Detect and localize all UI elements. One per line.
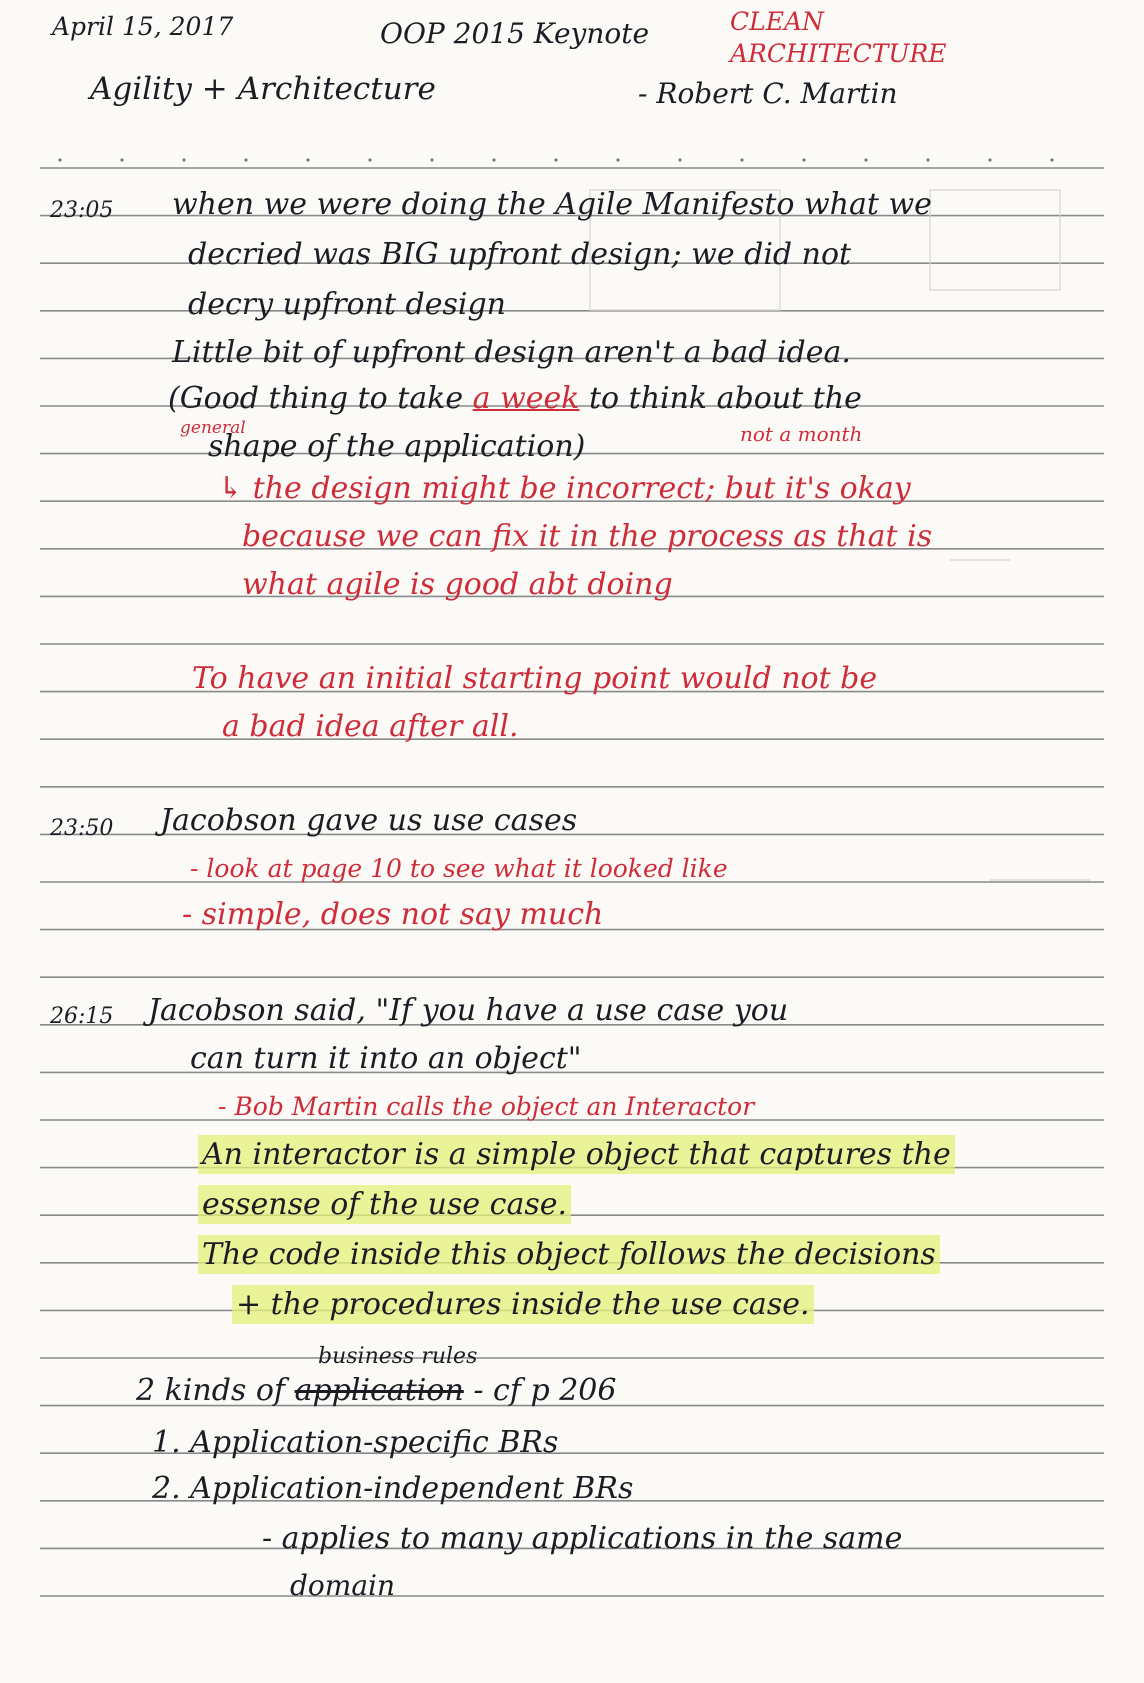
rule-dot [926,158,929,161]
highlight-text: + the procedures inside the use case. [232,1285,814,1324]
talk-title: OOP 2015 Keynote [380,17,650,50]
red-note-line: - Bob Martin calls the object an Interactor [218,1092,755,1121]
book-reference: CLEAN ARCHITECTURE [730,7,947,68]
red-note-line: what agile is good abt doing [242,567,673,602]
note-line: Jacobson gave us use cases [160,803,578,838]
timestamp-2350: 23:50 [50,816,114,841]
note-fragment: 2 kinds of [136,1373,286,1408]
highlighted-line [232,1287,814,1322]
rule-dot [802,158,805,161]
list-item: 2. Application-independent BRs [152,1471,634,1506]
rule-dot [368,158,371,161]
note-fragment: (Good thing to take [168,381,464,416]
rule-dot [740,158,743,161]
rule-dot [616,158,619,161]
note-line: decry upfront design [188,287,507,322]
note-line [168,381,862,416]
note-line: - applies to many applications in the same [262,1521,903,1556]
rule-dot [182,158,185,161]
timestamp-2615: 26:15 [50,1004,114,1029]
rule-dot [554,158,557,161]
underlined-phrase: a week [472,381,580,416]
note-line: decried was BIG upfront design; we did not [188,237,852,272]
rule-dot [988,158,991,161]
note-line [136,1373,617,1408]
note-line: when we were doing the Agile Manifesto what we [172,187,932,222]
red-note-line: ↳ the design might be incorrect; but it's okay [218,471,911,506]
highlighted-line [198,1237,940,1272]
talk-subject: Agility + Architecture [90,71,436,107]
rule-dot [306,158,309,161]
note-line: Jacobson said, "If you have a use case you [148,993,789,1028]
insert-note-business-rules: business rules [318,1344,478,1369]
rule-dot [678,158,681,161]
red-note-line: because we can fix it in the process as that is [242,519,933,554]
highlighted-line [198,1187,571,1222]
rule-dot [58,158,61,161]
margin-note-general: general [180,418,246,438]
red-note-line: - look at page 10 to see what it looked like [190,854,728,883]
highlighted-line [198,1137,955,1172]
rule-dot [120,158,123,161]
note-line: shape of the application) [208,429,586,464]
list-item: 1. Application-specific BRs [152,1425,559,1460]
struck-word: application [294,1373,464,1408]
note-line: domain [290,1569,396,1602]
note-line: can turn it into an object" [190,1041,582,1076]
note-line: Little bit of upfront design aren't a bad idea. [172,335,851,370]
highlight-text: essense of the use case. [198,1185,571,1224]
red-note-line: To have an initial starting point would not be [192,661,878,696]
red-note-line: - simple, does not say much [182,897,604,932]
rule-dot [492,158,495,161]
note-date: April 15, 2017 [52,12,234,41]
highlight-text: The code inside this object follows the decisions [198,1235,940,1274]
margin-note-month: not a month [740,422,863,446]
red-note-line: a bad idea after all. [222,709,519,744]
timestamp-2305: 23:05 [50,198,114,223]
note-fragment: to think about the [588,381,862,416]
rule-dot [244,158,247,161]
rule-dot [430,158,433,161]
speaker-name: - Robert C. Martin [638,77,898,110]
rule-dot [864,158,867,161]
note-fragment: - cf p 206 [473,1373,617,1408]
rule-dot [1050,158,1053,161]
highlight-text: An interactor is a simple object that captures the [198,1135,955,1174]
